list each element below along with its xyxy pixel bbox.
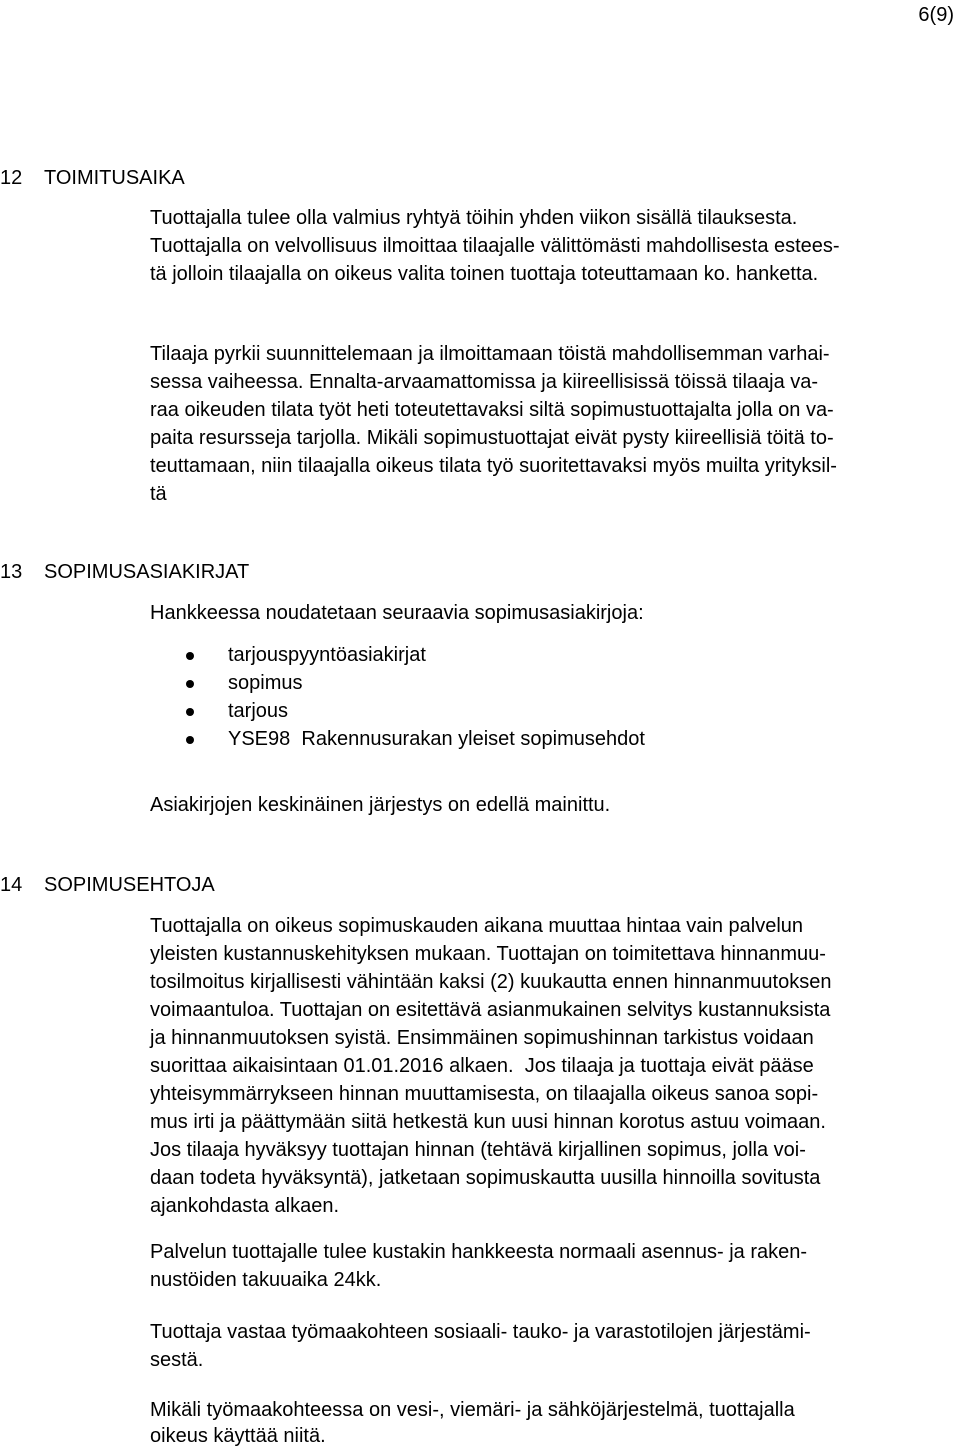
text-line: ajankohdasta alkaen.: [150, 1195, 340, 1217]
text-line: Palvelun tuottajalle tulee kustakin hankkeesta normaali asennus- ja raken-: [150, 1241, 808, 1263]
bullet-icon: [186, 652, 194, 660]
text-line: raa oikeuden tilata työt heti toteutettavaksi siltä sopimustuottajalta jolla on va-: [150, 399, 834, 421]
text-line: Tuottaja vastaa työmaakohteen sosiaali- tauko- ja varastotilojen järjestämi-: [150, 1321, 811, 1343]
section-title: TOIMITUSAIKA: [44, 167, 185, 189]
text-line: sessa vaiheessa. Ennalta-arvaamattomissa ja kiireellisissä töissä tilaaja va-: [150, 371, 819, 393]
text-line: Tuottajalla on velvollisuus ilmoittaa tilaajalle välittömästi mahdollisesta estees-: [150, 235, 840, 257]
page-number: 6(9): [918, 4, 954, 26]
text-line: Tilaaja pyrkii suunnittelemaan ja ilmoittamaan töistä mahdollisemman varhai-: [150, 343, 830, 365]
text-line: paita resursseja tarjolla. Mikäli sopimustuottajat eivät pysty kiireellisiä töitä to-: [150, 427, 834, 449]
text-line: yhteisymmärrykseen hinnan muuttamisesta, on tilaajalla oikeus sanoa sopi-: [150, 1083, 819, 1105]
text-line: daan todeta hyväksyntä), jatketaan sopimuskautta uusilla hinnoilla sovitusta: [150, 1167, 821, 1189]
text-line: Jos tilaaja hyväksyy tuottajan hinnan (tehtävä kirjallinen sopimus, jolla voi-: [150, 1139, 806, 1161]
bullet-icon: [186, 680, 194, 688]
text-line: tä: [150, 483, 167, 505]
section-number: 12: [0, 167, 23, 189]
list-intro: Hankkeessa noudatetaan seuraavia sopimusasiakirjoja:: [150, 602, 644, 624]
section-title: SOPIMUSASIAKIRJAT: [44, 561, 250, 583]
list-item: sopimus: [228, 672, 303, 694]
text-line: Tuottajalla on oikeus sopimuskauden aikana muuttaa hintaa vain palvelun: [150, 915, 804, 937]
text-line: ja hinnanmuutoksen syistä. Ensimmäinen sopimushinnan tarkistus voidaan: [150, 1027, 814, 1049]
text-line: voimaantuloa. Tuottajan on esitettävä asianmukainen selvitys kustannuksista: [150, 999, 831, 1021]
text-line: suorittaa aikaisintaan 01.01.2016 alkaen. Jos tilaaja ja tuottaja eivät pääse: [150, 1055, 814, 1077]
list-item: tarjous: [228, 700, 289, 722]
text-line: tosilmoitus kirjallisesti vähintään kaksi (2) kuukautta ennen hinnanmuutoksen: [150, 971, 832, 993]
text-line: tä jolloin tilaajalla on oikeus valita toinen tuottaja toteuttamaan ko. hanketta.: [150, 263, 819, 285]
section-title: SOPIMUSEHTOJA: [44, 874, 215, 896]
text-line: sestä.: [150, 1349, 204, 1371]
text-line: Mikäli työmaakohteessa on vesi-, viemäri- ja sähköjärjestelmä, tuottajalla: [150, 1399, 795, 1421]
text-line: Tuottajalla tulee olla valmius ryhtyä töihin yhden viikon sisällä tilauksesta.: [150, 207, 798, 229]
section-14-heading: [0, 873, 215, 897]
section-12-heading: [0, 166, 185, 190]
text-line: mus irti ja päättymään siitä hetkestä kun uusi hinnan korotus astuu voimaan.: [150, 1111, 826, 1133]
list-item: tarjouspyyntöasiakirjat: [228, 644, 426, 666]
section-13-heading: [0, 560, 249, 584]
text-line: teuttamaan, niin tilaajalla oikeus tilata työ suoritettavaksi myös muilta yrityksil-: [150, 455, 837, 477]
text-line: oikeus käyttää niitä.: [150, 1425, 326, 1447]
list-item: YSE98 Rakennusurakan yleiset sopimusehdot: [228, 728, 645, 750]
list-closing: Asiakirjojen keskinäinen järjestys on edellä mainittu.: [150, 794, 611, 816]
bullet-icon: [186, 708, 194, 716]
text-line: yleisten kustannuskehityksen mukaan. Tuottajan on toimitettava hinnanmuu-: [150, 943, 826, 965]
text-line: nustöiden takuuaika 24kk.: [150, 1269, 382, 1291]
section-number: 13: [0, 561, 23, 583]
bullet-icon: [186, 736, 194, 744]
section-number: 14: [0, 874, 23, 896]
